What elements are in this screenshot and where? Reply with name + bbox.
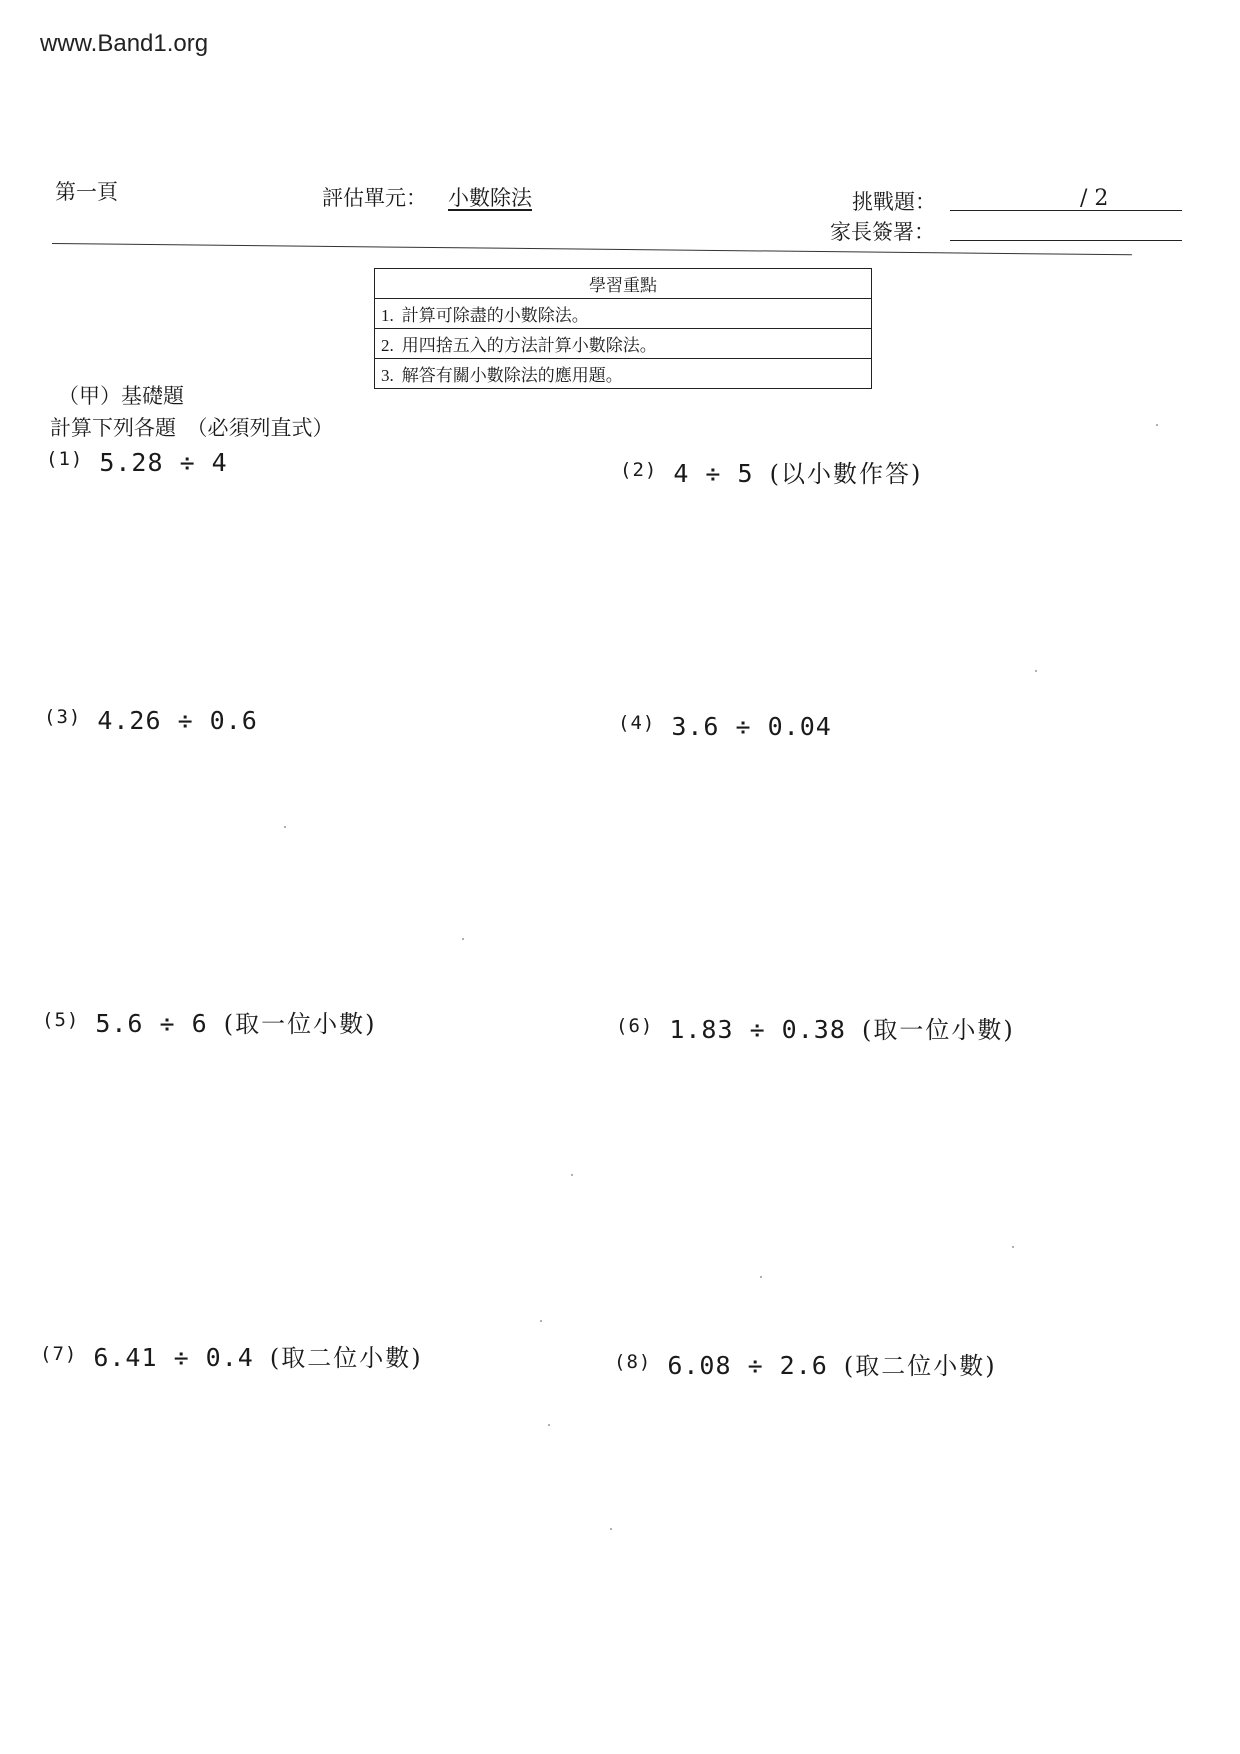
scan-speck (540, 1320, 542, 1322)
question-number: (1) (46, 448, 84, 470)
scan-speck (571, 1174, 573, 1176)
question-number: (7) (40, 1343, 78, 1365)
question-expression: 1.83 ÷ 0.38 (669, 1015, 846, 1044)
scan-speck (284, 826, 286, 828)
scan-speck (760, 1276, 762, 1278)
section-title: （甲）基礎題 (58, 384, 184, 408)
question-expression: 4 ÷ 5 (673, 459, 754, 488)
signature-label: 家長簽署： (830, 220, 935, 244)
question-expression: 4.26 ÷ 0.6 (97, 706, 258, 735)
learning-focus-text: 計算可除盡的小數除法。 (401, 306, 589, 326)
question-note: (取一位小數) (861, 1016, 1015, 1044)
question-expression: 6.41 ÷ 0.4 (93, 1343, 254, 1372)
challenge-score-line (950, 210, 1182, 211)
question-expression: 3.6 ÷ 0.04 (671, 712, 832, 741)
question-number: (2) (620, 459, 658, 481)
unit-value: 小數除法 (448, 186, 532, 210)
question-7 (40, 1338, 423, 1373)
scan-speck (548, 1424, 550, 1426)
learning-focus-table (374, 268, 872, 389)
question-3 (44, 706, 258, 735)
unit-label: 評估單元： (322, 186, 427, 210)
signature-line (950, 240, 1182, 241)
challenge-label: 挑戰題： (852, 190, 936, 214)
question-6 (616, 1010, 1015, 1045)
scan-speck (462, 938, 464, 940)
header-divider (52, 243, 1132, 255)
site-url: www.Band1.org (40, 30, 209, 57)
section-instruction: 計算下列各題 （必須列直式） (50, 416, 334, 440)
learning-focus-num: 1. (381, 306, 394, 325)
learning-focus-num: 2. (381, 336, 394, 355)
learning-focus-num: 3. (381, 366, 394, 385)
scan-speck (1156, 424, 1158, 426)
learning-focus-text: 解答有關小數除法的應用題。 (401, 366, 623, 386)
learning-focus-item (375, 359, 872, 389)
question-expression: 5.6 ÷ 6 (95, 1009, 208, 1038)
learning-focus-item (375, 329, 872, 359)
scan-speck (610, 1528, 612, 1530)
scan-speck (1035, 670, 1037, 672)
question-2 (620, 454, 922, 489)
question-note: (取二位小數) (269, 1344, 423, 1372)
question-expression: 5.28 ÷ 4 (99, 448, 228, 477)
page-label: 第一頁 (55, 180, 118, 204)
question-5 (42, 1004, 376, 1039)
question-number: (8) (614, 1351, 652, 1373)
question-1 (46, 448, 228, 477)
learning-focus-title: 學習重點 (375, 269, 872, 299)
question-note: (以小數作答) (769, 460, 923, 488)
question-4 (618, 712, 832, 741)
scan-speck (1012, 1246, 1014, 1248)
challenge-score: / 2 (1080, 186, 1109, 211)
question-number: (4) (618, 712, 656, 734)
learning-focus-text: 用四捨五入的方法計算小數除法。 (401, 336, 657, 356)
question-8 (614, 1346, 997, 1381)
question-note: (取二位小數) (843, 1352, 997, 1380)
question-note: (取一位小數) (223, 1010, 377, 1038)
question-number: (5) (42, 1009, 80, 1031)
question-expression: 6.08 ÷ 2.6 (667, 1351, 828, 1380)
question-number: (6) (616, 1015, 654, 1037)
learning-focus-item (375, 299, 872, 329)
question-number: (3) (44, 706, 82, 728)
